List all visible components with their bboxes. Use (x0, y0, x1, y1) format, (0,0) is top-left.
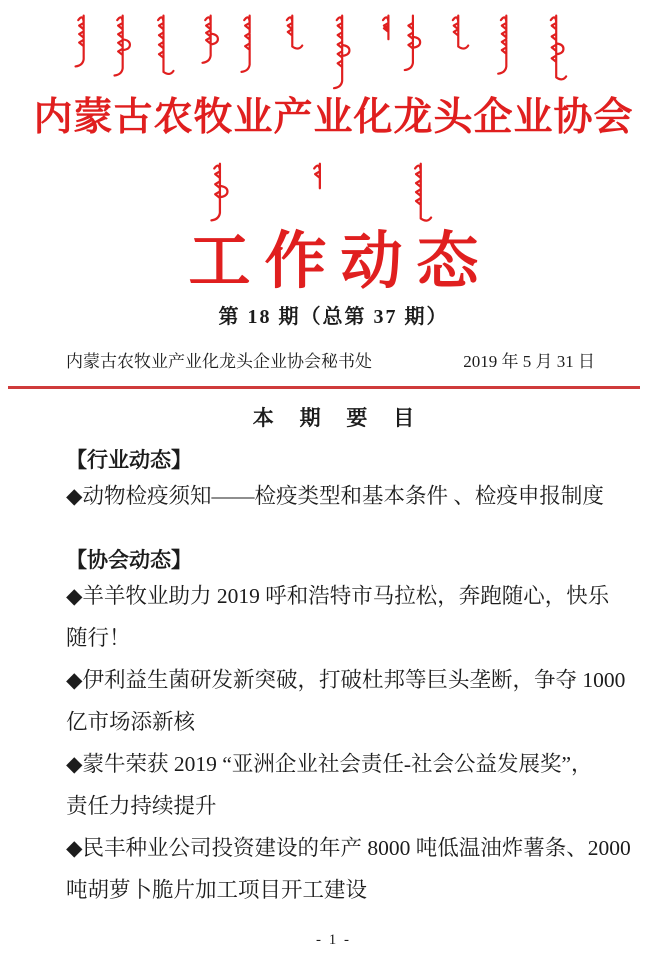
toc-item-line-continued: 随行！ (66, 626, 131, 650)
section-label-industry: 【行业动态】 (66, 449, 192, 472)
publish-date: 2019 年 5 月 31 日 (463, 352, 595, 371)
toc-heading: 本 期 要 目 (252, 407, 425, 430)
organization-title: 内蒙古农牧业产业化龙头企业协会 (33, 96, 634, 139)
toc-item-line-continued: 责任力持续提升 (66, 794, 217, 818)
section-label-association: 【协会动态】 (66, 549, 192, 572)
bulletin-title: 工作动态 (188, 228, 493, 296)
toc-item-line: ◆伊利益生菌研发新突破，打破杜邦等巨头垄断，争夺 1000 (66, 668, 626, 692)
red-divider-rule (8, 386, 640, 389)
publisher-name: 内蒙古农牧业产业化龙头企业协会秘书处 (66, 352, 372, 371)
toc-body (0, 447, 667, 911)
bulletin-page (0, 12, 667, 961)
toc-item-line: ◆动物检疫须知——检疫类型和基本条件 、检疫申报制度 (66, 484, 604, 508)
mongolian-script-top-decoration (14, 12, 654, 90)
mongolian-script-middle-decoration (184, 160, 484, 226)
toc-item-line: ◆羊羊牧业助力 2019 呼和浩特市马拉松，奔跑随心，快乐 (66, 584, 610, 608)
toc-item-line-continued: 亿市场添新核 (66, 710, 196, 734)
publisher-row (0, 350, 667, 374)
toc-item-line: ◆蒙牛荣获 2019 “亚洲企业社会责任-社会公益发展奖”， (66, 752, 593, 776)
issue-number: 第 18 期（总第 37 期） (218, 306, 449, 328)
toc-item-line-continued: 吨胡萝卜脆片加工项目开工建设 (66, 878, 368, 902)
toc-item-line: ◆民丰种业公司投资建设的年产 8000 吨低温油炸薯条、2000 (66, 836, 631, 860)
page-number: - 1 - (316, 932, 351, 948)
